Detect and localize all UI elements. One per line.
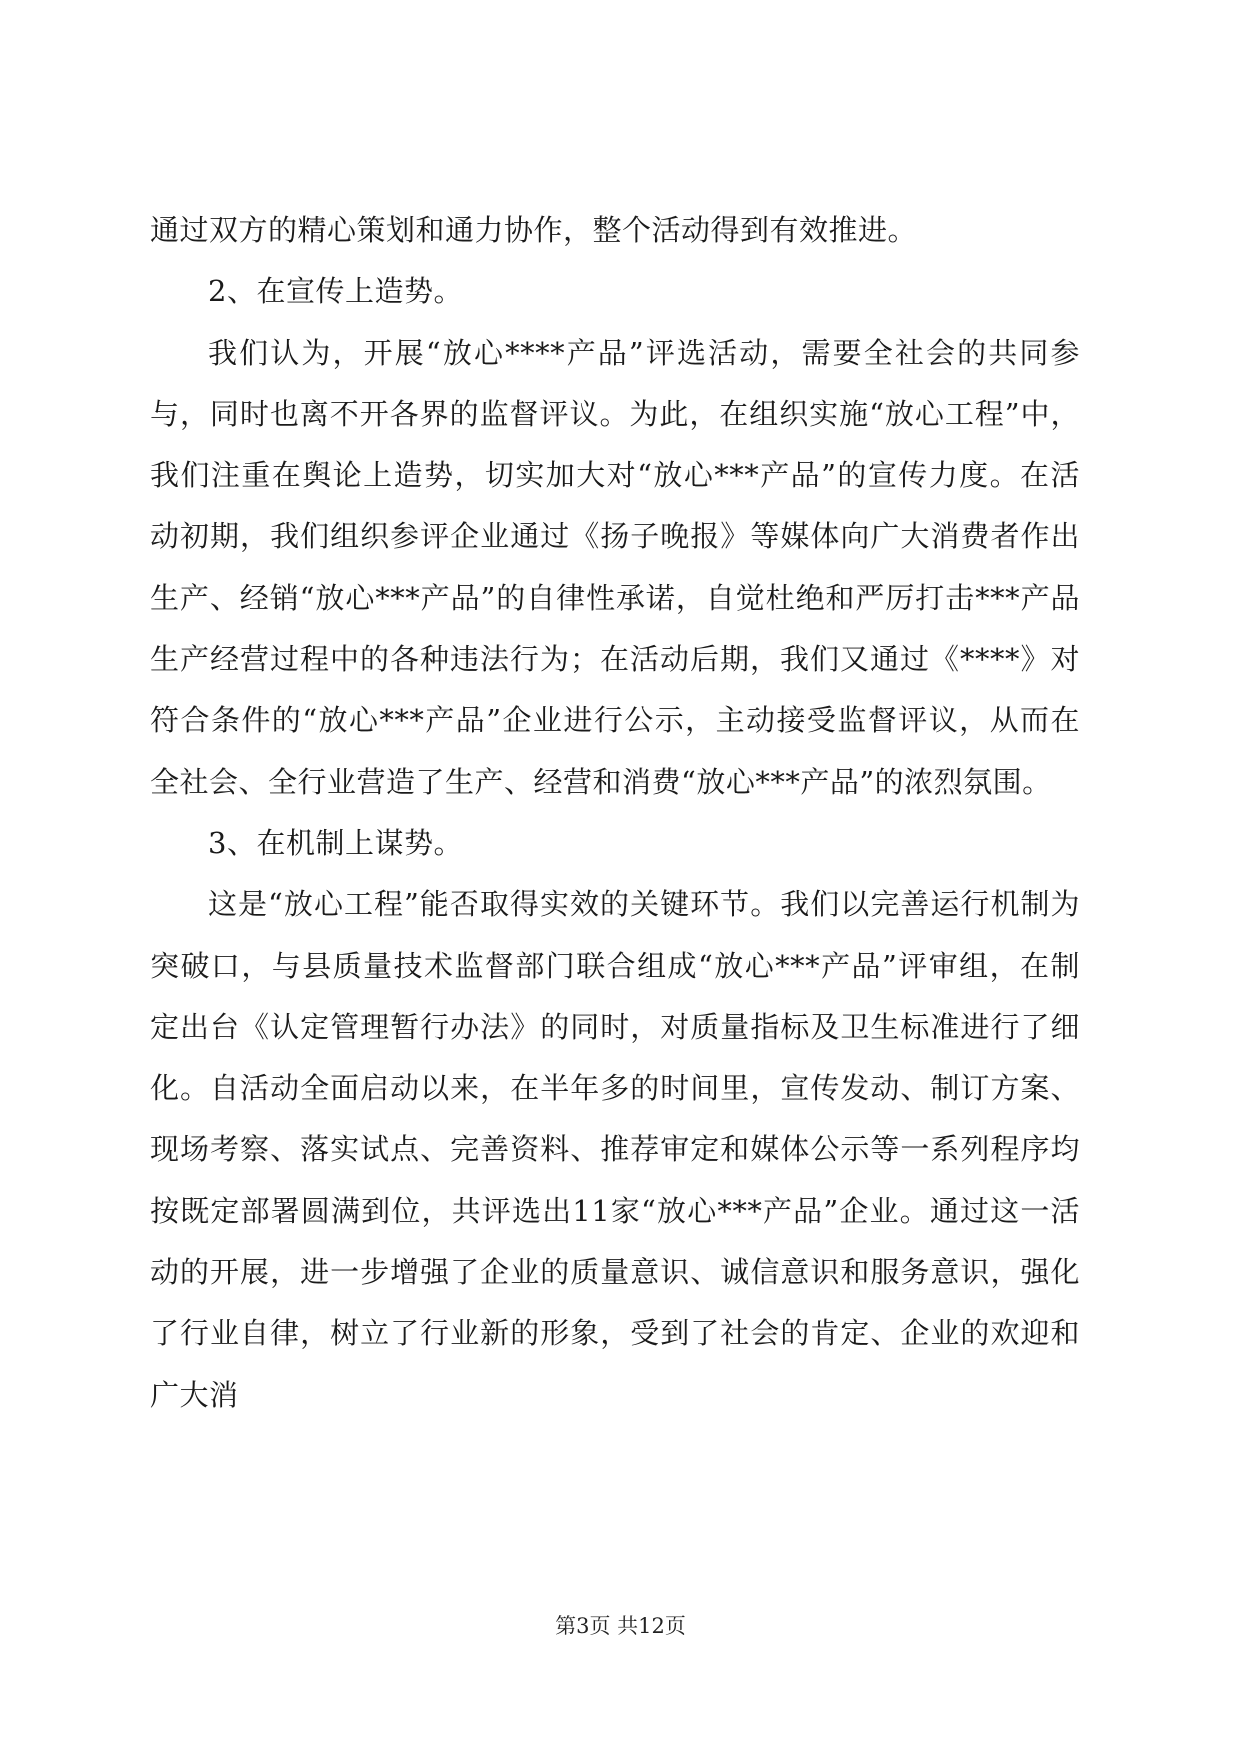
paragraph-mechanism: 这是“放心工程”能否取得实效的关键环节。我们以完善运行机制为突破口，与县质量技术监督部门联合组成“放心***产品”评审组，在制定出台《认定管理暂行办法》的同时，对质量指标及卫生标准进行了细化。自活动全面启动以来，在半年多的时间里，宣传发动、制订方案、现场考察、落实试点、完善资料、推荐审定和媒体公示等一系列程序均按既定部署圆满到位，共评选出11家“放心***产品”企业。通过这一活动的开展，进一步增强了企业的质量意识、诚信意识和服务意识，强化了行业自律，树立了行业新的形象，受到了社会的肯定、企业的欢迎和广大消 [150,887,1080,1412]
section-heading-publicity: 2、在宣传上造势。 [208,274,463,309]
document-body [150,200,1080,1426]
section-heading-mechanism: 3、在机制上谋势。 [208,825,463,860]
page-footer: 第3页 共12页 [555,1614,686,1638]
paragraph-publicity: 我们认为，开展“放心****产品”评选活动，需要全社会的共同参与，同时也离不开各界的监督评议。为此，在组织实施“放心工程”中，我们注重在舆论上造势，切实加大对“放心***产品”的宣传力度。在活动初期，我们组织参评企业通过《扬子晚报》等媒体向广大消费者作出生产、经销“放心***产品”的自律性承诺，自觉杜绝和严厉打击***产品生产经营过程中的各种违法行为；在活动后期，我们又通过《****》对符合条件的“放心***产品”企业进行公示，主动接受监督评议，从而在全社会、全行业营造了生产、经营和消费“放心***产品”的浓烈氛围。 [150,335,1080,799]
paragraph-continuation: 通过双方的精心策划和通力协作，整个活动得到有效推进。 [150,213,918,247]
